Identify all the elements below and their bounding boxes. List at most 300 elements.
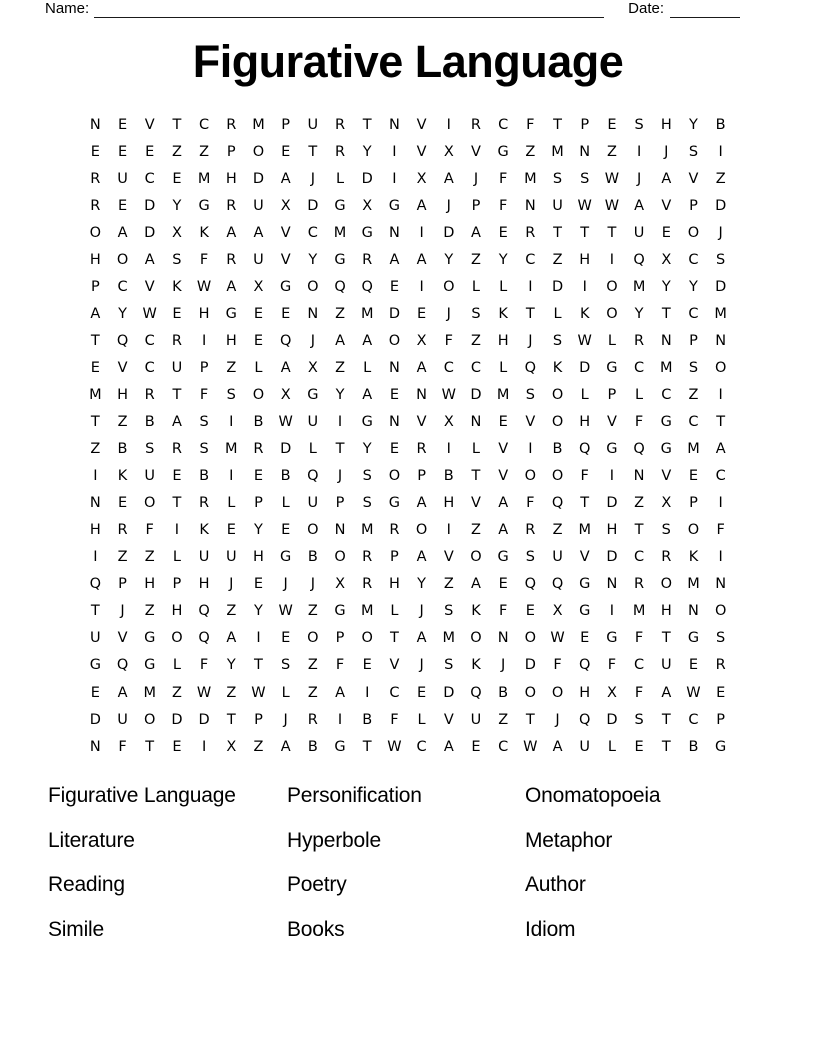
grid-letter: O xyxy=(334,549,346,566)
grid-row xyxy=(82,327,735,354)
grid-letter: S xyxy=(688,359,699,376)
grid-letter: S xyxy=(634,116,644,133)
grid-letter: E xyxy=(498,576,508,593)
grid-letter: F xyxy=(498,197,508,214)
grid-letter: T xyxy=(525,711,535,728)
grid-letter: O xyxy=(307,278,319,295)
grid-letter: J xyxy=(664,143,669,160)
grid-letter: P xyxy=(90,278,100,295)
grid-letter: H xyxy=(660,116,672,133)
grid-letter: W xyxy=(577,332,592,349)
grid-letter: Z xyxy=(226,684,237,701)
grid-letter: A xyxy=(416,251,427,268)
grid-letter: F xyxy=(526,495,535,512)
grid-letter: G xyxy=(361,224,373,241)
grid-letter: L xyxy=(308,441,317,458)
grid-letter: I xyxy=(229,468,234,485)
grid-letter: O xyxy=(714,603,727,620)
grid-letter: C xyxy=(661,386,672,403)
grid-letter: Y xyxy=(254,522,263,539)
grid-letter: B xyxy=(552,441,563,458)
grid-letter: Y xyxy=(226,657,236,674)
grid-letter: L xyxy=(499,278,508,295)
grid-letter: J xyxy=(473,170,479,187)
grid-letter: Z xyxy=(307,603,318,620)
grid-letter: E xyxy=(90,143,100,160)
grid-letter: G xyxy=(606,630,618,647)
grid-letter: G xyxy=(307,386,319,403)
grid-row xyxy=(82,598,735,625)
grid-letter: Y xyxy=(498,251,508,268)
grid-letter: K xyxy=(172,278,182,295)
grid-letter: W xyxy=(278,414,293,431)
grid-letter: N xyxy=(579,143,591,160)
grid-letter: K xyxy=(688,549,699,566)
grid-letter: C xyxy=(688,711,699,728)
grid-letter: L xyxy=(553,305,562,322)
grid-letter: N xyxy=(633,468,645,485)
grid-letter: P xyxy=(118,576,127,593)
grid-letter: W xyxy=(577,197,592,214)
grid-letter: L xyxy=(580,386,589,403)
word-list-column xyxy=(287,774,525,952)
grid-letter: V xyxy=(280,251,291,268)
grid-letter: Y xyxy=(254,603,263,620)
word-list-item: Personification xyxy=(287,784,422,808)
grid-letter: D xyxy=(606,711,618,728)
grid-letter: O xyxy=(171,630,183,647)
grid-letter: Q xyxy=(89,576,102,593)
grid-letter: H xyxy=(579,684,591,701)
grid-letter: Z xyxy=(117,414,128,431)
grid-letter: E xyxy=(471,738,481,755)
grid-letter: N xyxy=(388,359,400,376)
grid-letter: J xyxy=(283,711,288,728)
grid-letter: C xyxy=(307,224,318,241)
grid-letter: Y xyxy=(118,305,127,322)
date-label: Date: xyxy=(628,0,664,17)
grid-letter: H xyxy=(606,522,618,539)
grid-letter: E xyxy=(281,143,291,160)
grid-letter: Z xyxy=(443,576,454,593)
grid-row xyxy=(82,544,735,571)
grid-letter: S xyxy=(688,143,699,160)
grid-letter: W xyxy=(142,305,157,322)
grid-letter: Q xyxy=(307,468,319,485)
grid-letter: Z xyxy=(117,549,128,566)
grid-letter: I xyxy=(609,468,615,485)
grid-letter: N xyxy=(470,414,482,431)
grid-row xyxy=(82,652,735,679)
grid-letter: A xyxy=(226,630,237,647)
grid-letter: H xyxy=(388,576,400,593)
grid-letter: T xyxy=(362,738,372,755)
grid-letter: A xyxy=(280,359,291,376)
grid-letter: V xyxy=(389,657,400,674)
grid-row xyxy=(82,409,735,436)
grid-letter: B xyxy=(144,414,155,431)
grid-letter: I xyxy=(229,414,234,431)
grid-letter: F xyxy=(145,522,154,539)
grid-letter: B xyxy=(443,468,454,485)
grid-letter: K xyxy=(199,224,209,241)
grid-letter: D xyxy=(144,224,156,241)
grid-letter: I xyxy=(93,468,98,485)
grid-letter: G xyxy=(334,197,346,214)
grid-letter: O xyxy=(443,278,455,295)
grid-letter: E xyxy=(117,197,128,214)
grid-letter: W xyxy=(196,278,212,295)
grid-letter: E xyxy=(498,414,508,431)
grid-letter: S xyxy=(145,441,155,458)
grid-letter: Z xyxy=(226,359,237,376)
grid-row xyxy=(82,192,735,219)
grid-letter: W xyxy=(523,738,538,755)
grid-letter: N xyxy=(388,224,400,241)
grid-letter: M xyxy=(578,522,591,539)
grid-letter: O xyxy=(89,224,102,241)
grid-letter: D xyxy=(579,359,591,376)
grid-letter: T xyxy=(254,657,263,674)
grid-letter: T xyxy=(661,305,671,322)
grid-letter: A xyxy=(443,170,454,187)
grid-letter: P xyxy=(226,143,236,160)
grid-letter: T xyxy=(525,305,535,322)
grid-letter: E xyxy=(580,630,590,647)
grid-letter: J xyxy=(528,332,533,349)
grid-letter: M xyxy=(660,359,673,376)
grid-letter: L xyxy=(635,386,644,403)
grid-letter: C xyxy=(117,278,128,295)
grid-letter: E xyxy=(117,116,128,133)
grid-letter: A xyxy=(552,738,563,755)
grid-letter: J xyxy=(718,224,723,241)
grid-letter: A xyxy=(661,684,672,701)
grid-letter: Y xyxy=(172,197,182,214)
grid-letter: O xyxy=(470,630,482,647)
grid-row xyxy=(82,273,735,300)
grid-letter: E xyxy=(253,468,264,485)
grid-letter: Q xyxy=(279,332,292,349)
grid-letter: R xyxy=(362,576,373,593)
grid-row xyxy=(82,111,735,138)
grid-letter: A xyxy=(253,224,264,241)
grid-letter: W xyxy=(604,170,620,187)
grid-letter: F xyxy=(553,657,562,674)
grid-letter: Y xyxy=(362,143,372,160)
grid-letter: E xyxy=(172,305,182,322)
grid-letter: U xyxy=(552,197,563,214)
word-list-item: Author xyxy=(525,873,586,897)
grid-letter: E xyxy=(253,576,264,593)
grid-letter: A xyxy=(498,495,509,512)
grid-letter: A xyxy=(471,224,481,241)
grid-letter: Q xyxy=(198,603,210,620)
grid-letter: T xyxy=(716,414,726,431)
page-title: Figurative Language xyxy=(192,36,624,87)
grid-letter: X xyxy=(253,278,264,295)
grid-letter: O xyxy=(388,468,401,485)
grid-letter: G xyxy=(497,143,509,160)
grid-letter: I xyxy=(201,332,207,349)
grid-letter: D xyxy=(551,278,564,295)
grid-letter: G xyxy=(144,630,156,647)
grid-row xyxy=(82,517,735,544)
grid-letter: N xyxy=(688,603,699,620)
grid-letter: T xyxy=(172,495,182,512)
grid-letter: Z xyxy=(552,522,563,539)
grid-letter: U xyxy=(253,197,264,214)
grid-letter: I xyxy=(528,278,533,295)
grid-letter: C xyxy=(525,251,536,268)
grid-letter: D xyxy=(470,386,482,403)
grid-letter: G xyxy=(388,197,401,214)
grid-letter: Z xyxy=(471,251,481,268)
grid-letter: A xyxy=(416,495,427,512)
grid-letter: Z xyxy=(144,603,155,620)
grid-letter: G xyxy=(225,305,237,322)
grid-letter: M xyxy=(252,116,265,133)
grid-letter: X xyxy=(335,576,345,593)
date-blank-line xyxy=(670,3,740,18)
grid-letter: A xyxy=(661,170,672,187)
grid-letter: E xyxy=(389,386,399,403)
grid-letter: J xyxy=(283,576,288,593)
grid-letter: I xyxy=(446,116,451,133)
grid-letter: T xyxy=(172,116,182,133)
grid-letter: W xyxy=(441,386,456,403)
grid-letter: X xyxy=(606,684,617,701)
grid-letter: T xyxy=(580,495,590,512)
grid-letter: R xyxy=(307,711,318,728)
grid-letter: M xyxy=(632,603,646,620)
grid-letter: X xyxy=(661,251,672,268)
grid-letter: S xyxy=(471,305,481,322)
grid-letter: F xyxy=(118,738,127,755)
grid-letter: V xyxy=(661,197,672,214)
grid-letter: B xyxy=(715,116,726,133)
grid-letter: J xyxy=(419,657,424,674)
grid-letter: O xyxy=(415,522,428,539)
grid-letter: M xyxy=(197,170,211,187)
grid-letter: S xyxy=(580,170,590,187)
grid-letter: B xyxy=(498,684,509,701)
grid-letter: Y xyxy=(634,305,644,322)
grid-letter: I xyxy=(93,549,98,566)
grid-letter: V xyxy=(498,468,509,485)
grid-letter: X xyxy=(362,197,373,214)
grid-letter: O xyxy=(252,386,265,403)
grid-letter: M xyxy=(360,305,374,322)
grid-letter: P xyxy=(689,332,698,349)
grid-letter: U xyxy=(307,116,319,133)
grid-letter: K xyxy=(498,305,508,322)
grid-row xyxy=(82,354,735,381)
grid-letter: F xyxy=(607,657,617,674)
grid-letter: S xyxy=(444,657,454,674)
grid-letter: S xyxy=(716,630,726,647)
name-blank-line xyxy=(94,3,604,18)
grid-letter: O xyxy=(307,522,319,539)
grid-letter: W xyxy=(550,630,565,647)
grid-letter: S xyxy=(172,251,182,268)
grid-letter: P xyxy=(607,386,617,403)
grid-letter: V xyxy=(416,143,427,160)
grid-letter: I xyxy=(718,143,723,160)
grid-letter: O xyxy=(606,278,618,295)
grid-letter: E xyxy=(172,468,182,485)
grid-letter: J xyxy=(636,170,642,187)
grid-letter: Q xyxy=(633,441,645,458)
grid-letter: U xyxy=(144,468,156,485)
grid-letter: O xyxy=(551,468,564,485)
grid-letter: A xyxy=(90,305,101,322)
grid-letter: Z xyxy=(471,332,481,349)
grid-letter: G xyxy=(89,657,101,674)
grid-letter: G xyxy=(334,603,346,620)
grid-letter: D xyxy=(280,441,292,458)
grid-letter: C xyxy=(634,549,645,566)
grid-letter: Y xyxy=(335,386,345,403)
grid-letter: E xyxy=(389,441,399,458)
grid-letter: M xyxy=(524,170,537,187)
grid-letter: H xyxy=(144,576,156,593)
grid-letter: S xyxy=(552,332,563,349)
grid-letter: N xyxy=(715,332,727,349)
grid-letter: E xyxy=(634,738,644,755)
grid-letter: R xyxy=(334,143,346,160)
grid-letter: Z xyxy=(335,359,345,376)
grid-letter: E xyxy=(172,170,182,187)
grid-letter: J xyxy=(446,197,451,214)
grid-letter: A xyxy=(144,251,155,268)
grid-letter: M xyxy=(496,386,510,403)
grid-letter: K xyxy=(471,657,481,674)
grid-letter: N xyxy=(334,522,346,539)
grid-letter: Q xyxy=(579,657,591,674)
grid-letter: S xyxy=(444,603,454,620)
grid-letter: J xyxy=(555,711,560,728)
word-list-item: Metaphor xyxy=(525,828,613,852)
grid-letter: R xyxy=(144,386,155,403)
grid-row xyxy=(82,138,735,165)
grid-letter: T xyxy=(362,116,372,133)
grid-row xyxy=(82,463,735,490)
grid-letter: T xyxy=(661,711,671,728)
grid-letter: H xyxy=(89,251,101,268)
grid-letter: R xyxy=(117,522,128,539)
grid-letter: J xyxy=(310,170,315,187)
grid-letter: G xyxy=(660,441,672,458)
grid-letter: V xyxy=(416,116,427,133)
grid-letter: E xyxy=(607,116,617,133)
grid-letter: P xyxy=(689,495,698,512)
grid-letter: X xyxy=(280,386,291,403)
grid-letter: Y xyxy=(689,278,698,295)
grid-letter: G xyxy=(660,414,672,431)
grid-letter: W xyxy=(387,738,402,755)
grid-letter: A xyxy=(715,441,726,458)
grid-letter: T xyxy=(580,224,590,241)
name-date-row xyxy=(45,0,740,18)
grid-letter: V xyxy=(525,414,536,431)
grid-letter: Q xyxy=(334,278,346,295)
grid-letter: Q xyxy=(361,278,373,295)
grid-letter: R xyxy=(661,549,672,566)
grid-letter: V xyxy=(443,549,454,566)
grid-letter: K xyxy=(471,603,481,620)
grid-letter: R xyxy=(634,332,645,349)
grid-letter: I xyxy=(446,441,451,458)
grid-letter: Z xyxy=(471,522,481,539)
grid-letter: V xyxy=(144,278,155,295)
grid-letter: L xyxy=(607,738,616,755)
grid-letter: R xyxy=(334,116,346,133)
grid-letter: P xyxy=(281,116,291,133)
grid-letter: D xyxy=(524,657,536,674)
grid-letter: U xyxy=(552,549,563,566)
grid-letter: F xyxy=(634,630,644,647)
grid-letter: O xyxy=(551,684,564,701)
grid-letter: E xyxy=(362,657,372,674)
grid-letter: H xyxy=(171,603,183,620)
grid-letter: Z xyxy=(552,251,563,268)
grid-letter: D xyxy=(715,278,727,295)
grid-letter: C xyxy=(688,305,699,322)
grid-letter: Q xyxy=(551,576,564,593)
grid-letter: C xyxy=(443,359,454,376)
grid-letter: N xyxy=(89,495,101,512)
grid-letter: G xyxy=(606,441,618,458)
grid-letter: D xyxy=(606,495,618,512)
grid-letter: D xyxy=(606,549,618,566)
grid-letter: M xyxy=(360,522,374,539)
grid-letter: E xyxy=(145,143,155,160)
grid-letter: X xyxy=(416,332,427,349)
grid-row xyxy=(82,625,735,652)
grid-letter: A xyxy=(335,332,345,349)
grid-letter: E xyxy=(498,224,508,241)
grid-row xyxy=(82,571,735,598)
grid-letter: B xyxy=(280,468,291,485)
grid-letter: X xyxy=(307,359,318,376)
grid-letter: V xyxy=(471,143,481,160)
grid-letter: G xyxy=(280,278,292,295)
grid-letter: V xyxy=(579,549,590,566)
grid-letter: Y xyxy=(444,251,454,268)
grid-row xyxy=(82,679,735,706)
grid-letter: A xyxy=(226,278,237,295)
grid-letter: H xyxy=(198,576,210,593)
grid-letter: S xyxy=(226,386,236,403)
grid-letter: S xyxy=(634,711,644,728)
grid-letter: P xyxy=(254,495,263,512)
grid-letter: Z xyxy=(226,603,237,620)
grid-letter: N xyxy=(89,738,101,755)
grid-letter: H xyxy=(225,170,237,187)
grid-letter: B xyxy=(307,549,318,566)
grid-letter: M xyxy=(714,305,727,322)
grid-letter: U xyxy=(307,414,319,431)
grid-letter: O xyxy=(551,414,564,431)
grid-letter: I xyxy=(446,522,451,539)
grid-letter: G xyxy=(687,630,700,647)
grid-letter: S xyxy=(716,251,726,268)
grid-letter: F xyxy=(335,657,345,674)
grid-letter: Z xyxy=(634,495,645,512)
grid-letter: R xyxy=(525,522,536,539)
grid-letter: N xyxy=(606,576,618,593)
